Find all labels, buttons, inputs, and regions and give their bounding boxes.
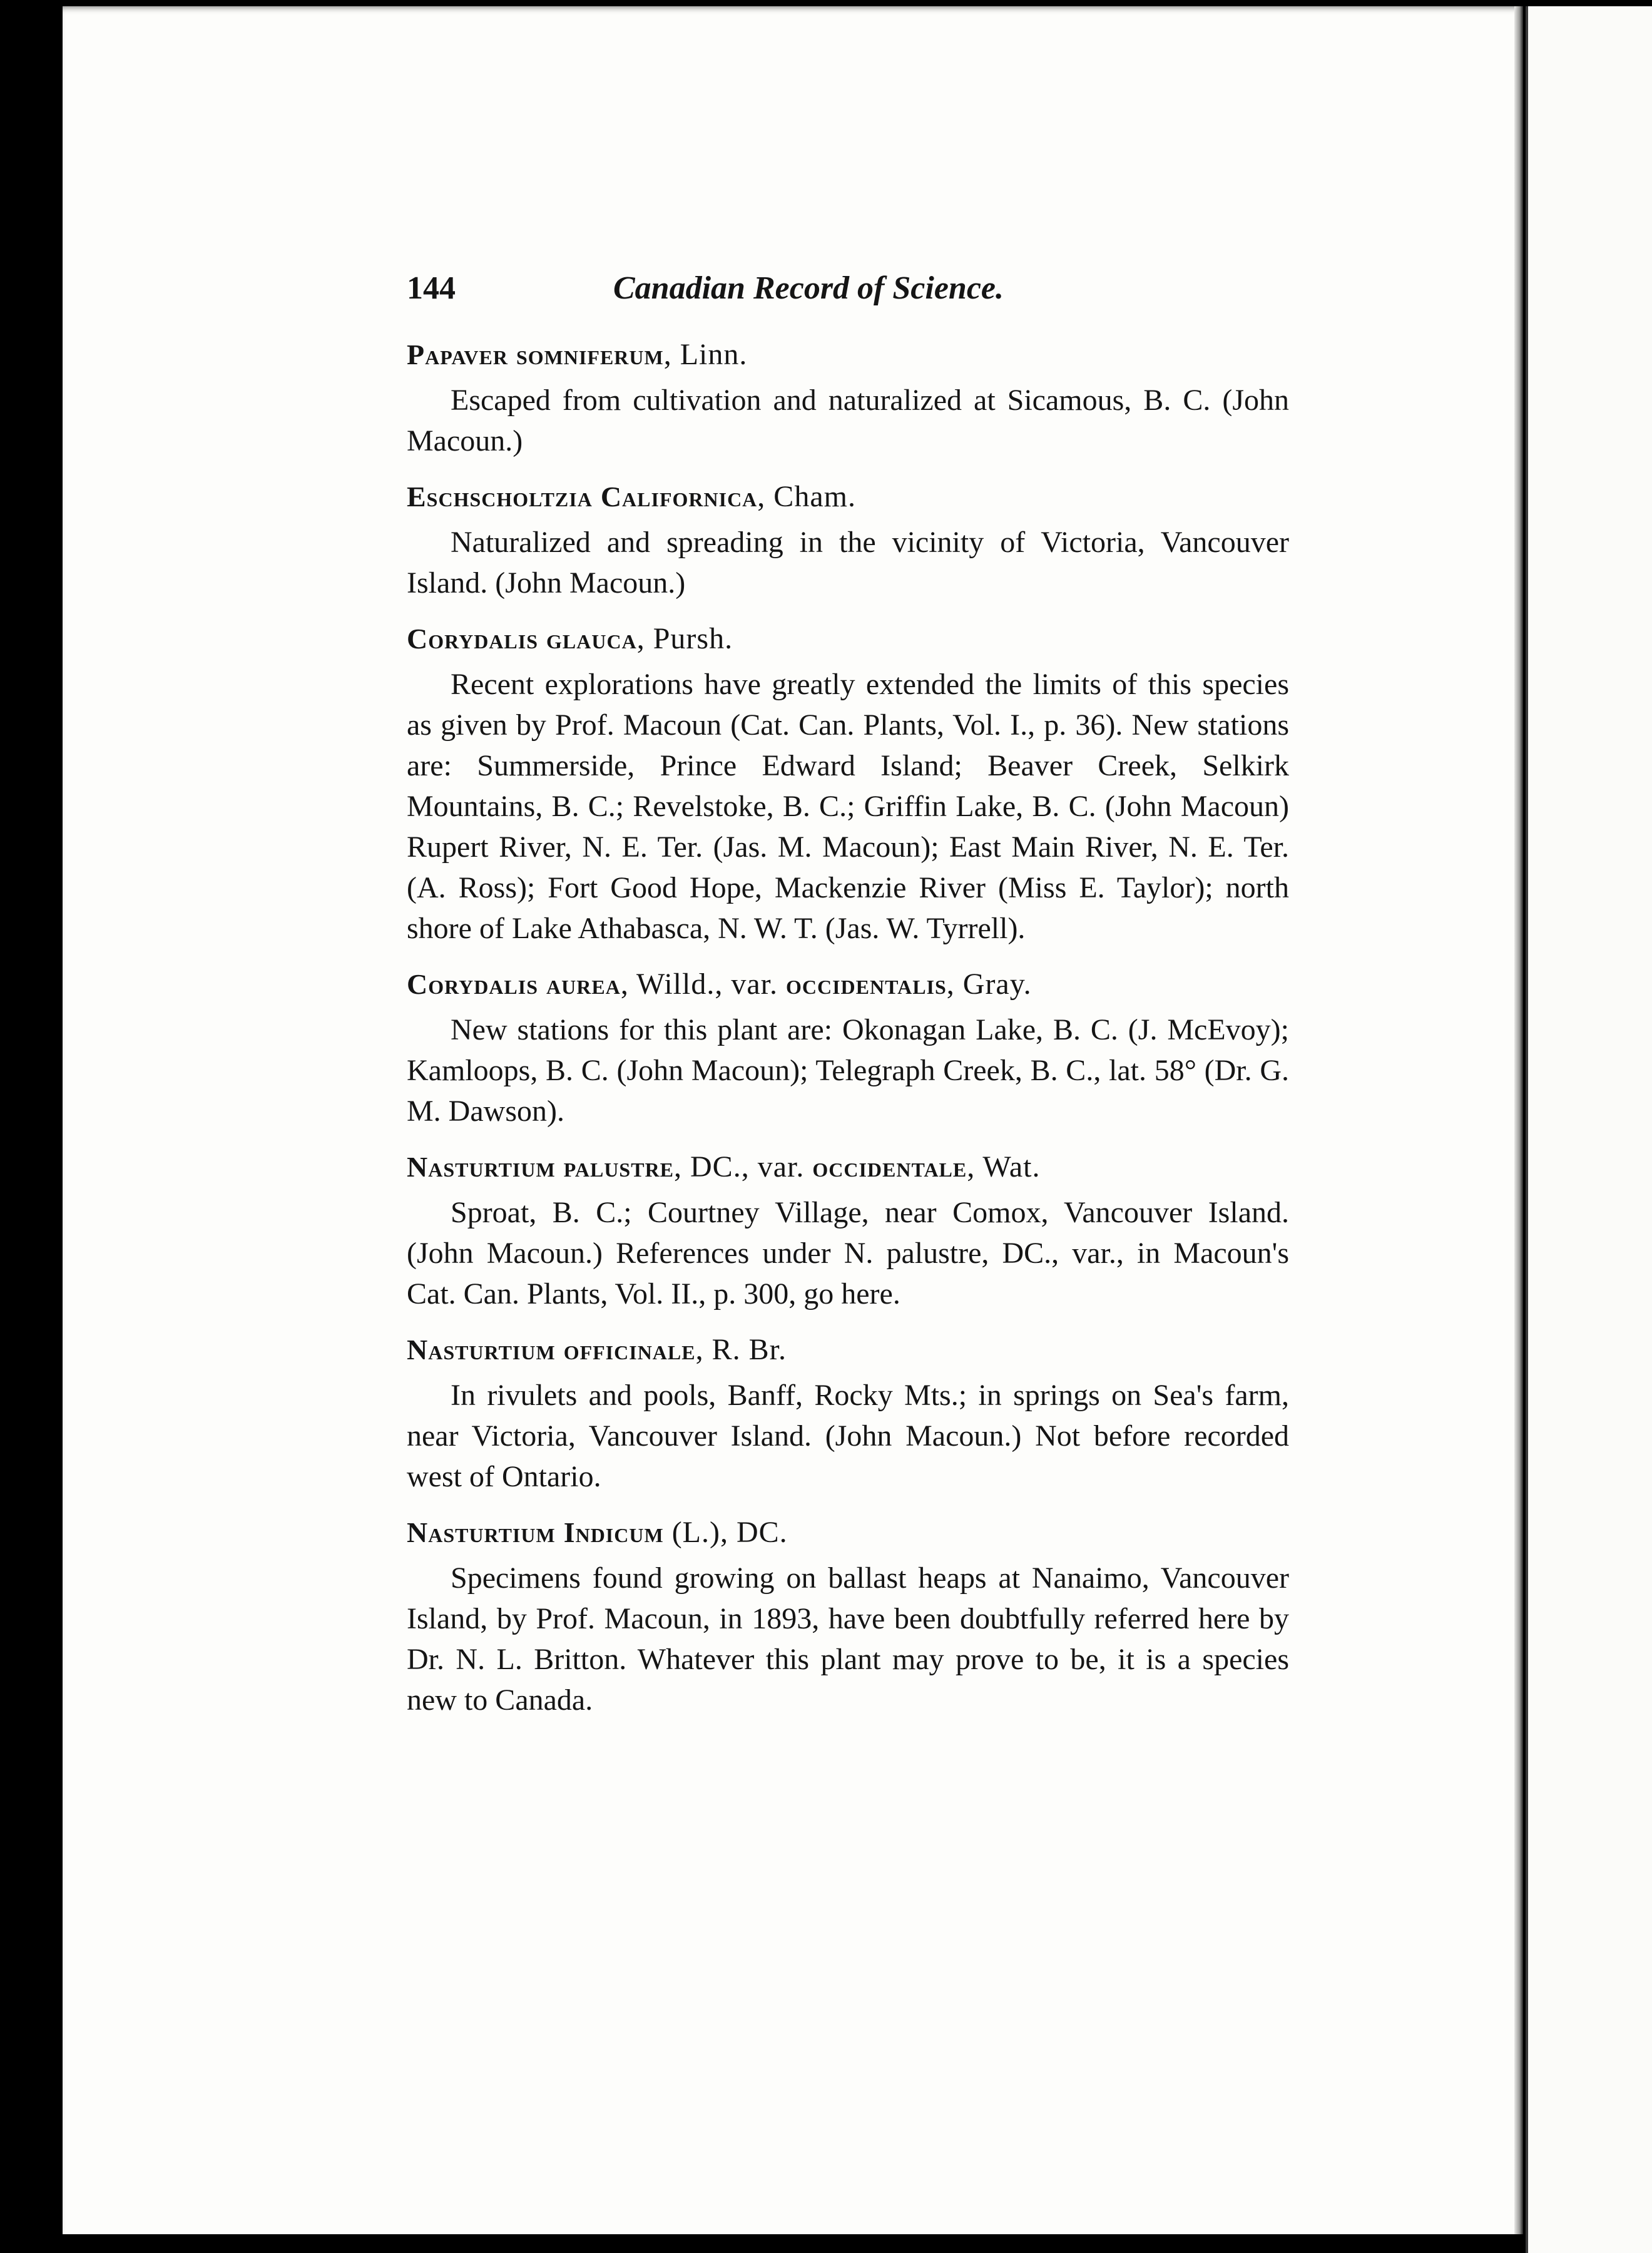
- variety-name: occidentalis: [785, 968, 947, 1000]
- entry-nasturtium-palustre: [407, 1147, 1289, 1314]
- page-edge: [1514, 6, 1523, 2234]
- species-name: somniferum: [516, 339, 664, 370]
- species-name: palustre: [563, 1151, 675, 1183]
- entry-text: Recent explorations have greatly extended the limits of this species as given by Prof. Macoun (Cat. Can. Plants, Vol. I., p. 36). New stations are: Summerside, Prince Edward Island; Beaver Creek, Selkirk Mountains, B. C.; Revelstoke, B. C.; Griffin Lake, B. C. (John Macoun) Rupert River, N. E. Ter. (Jas. M. Macoun); East Main River, N. E. Ter. (A. Ross); Fort Good Hope, Mackenzie River (Miss E. Taylor); north shore of Lake Athabasca, N. W. T. (Jas. W. Tyrrell).: [407, 668, 1289, 945]
- page-text: [407, 268, 1289, 1735]
- variety-authority: , Wat.: [967, 1150, 1041, 1183]
- species-name: Californica: [600, 481, 758, 513]
- genus-name: Papaver: [407, 339, 508, 370]
- authority: , Willd., var.: [620, 968, 786, 1001]
- species-heading: [407, 618, 1289, 659]
- species-heading: [407, 1329, 1289, 1370]
- variety-name: occidentale: [812, 1151, 967, 1183]
- entry-text: Specimens found growing on ballast heaps at Nanaimo, Vancouver Island, by Prof. Macoun, in 1893, have been doubtfully referred here by Dr. N. L. Britton. Whatever this plant may prove to be, it is a species new to Canada.: [407, 1561, 1289, 1717]
- species-heading: [407, 1512, 1289, 1553]
- species-name: Indicum: [563, 1516, 664, 1548]
- genus-name: Corydalis: [407, 623, 539, 655]
- authority: , R. Br.: [695, 1333, 787, 1366]
- entry-corydalis-aurea: [407, 964, 1289, 1132]
- entry-nasturtium-indicum: [407, 1512, 1289, 1720]
- entry-text: Sproat, B. C.; Courtney Village, near Comox, Vancouver Island. (John Macoun.) References under N. palustre, DC., var., in Macoun's Cat. Can. Plants, Vol. II., p. 300, go here.: [407, 1196, 1289, 1310]
- genus-name: Eschscholtzia: [407, 481, 593, 513]
- entry-text: Escaped from cultivation and naturalized at Sicamous, B. C. (John Macoun.): [407, 384, 1289, 457]
- authority: , Cham.: [757, 480, 856, 513]
- entry-papaver-somniferum: [407, 334, 1289, 461]
- running-head: [407, 268, 1289, 318]
- genus-name: Nasturtium: [407, 1516, 556, 1548]
- species-name: glauca: [546, 623, 637, 655]
- authority: , Pursh.: [636, 622, 733, 655]
- entry-nasturtium-officinale: [407, 1329, 1289, 1497]
- species-heading: [407, 476, 1289, 517]
- genus-name: Nasturtium: [407, 1334, 556, 1366]
- page-number: 144: [407, 270, 456, 306]
- species-name: officinale: [563, 1334, 696, 1366]
- species-heading: [407, 334, 1289, 375]
- entry-text: Naturalized and spreading in the vicinity of Victoria, Vancouver Island. (John Macoun.): [407, 526, 1289, 600]
- variety-authority: , Gray.: [946, 968, 1032, 1001]
- authority: , Linn.: [663, 338, 748, 371]
- authority: , DC., var.: [674, 1150, 813, 1183]
- facing-page: [1526, 6, 1652, 2253]
- species-name: aurea: [546, 968, 621, 1000]
- authority: (L.), DC.: [663, 1516, 788, 1549]
- entry-corydalis-glauca: [407, 618, 1289, 949]
- genus-name: Nasturtium: [407, 1151, 556, 1183]
- entry-text: In rivulets and pools, Banff, Rocky Mts.; in springs on Sea's farm, near Victoria, Vancouver Island. (John Macoun.) Not before recorded west of Ontario.: [407, 1379, 1289, 1493]
- species-heading: [407, 1147, 1289, 1187]
- entry-text: New stations for this plant are: Okonagan Lake, B. C. (J. McEvoy); Kamloops, B. C. (John Macoun); Telegraph Creek, B. C., lat. 58° (Dr. G. M. Dawson).: [407, 1013, 1289, 1128]
- genus-name: Corydalis: [407, 968, 539, 1000]
- journal-title: Canadian Record of Science.: [613, 270, 1004, 306]
- species-heading: [407, 964, 1289, 1004]
- entry-eschscholtzia-californica: [407, 476, 1289, 603]
